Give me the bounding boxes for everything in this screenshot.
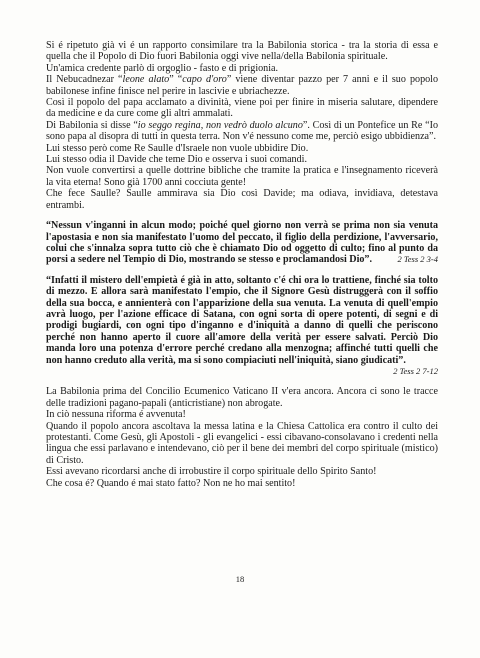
text-segment: ” viene diventar pazzo per 7 anni e il suo popolo babilonese infine finisce nel perire in lascivie e ubriachezze. — [46, 74, 439, 97]
quote-reference: 2 Tess 2 3-4 — [397, 254, 438, 265]
quote-text: “Nessun v'inganni in alcun modo; poiché quel giorno non verrà se prima non sia venuta l'apostasia e non sia manifestato l'uomo del peccato, il figlio della perdizione, l'avversario, colui che s'innalza sopra tutto ciò che è chiamato Dio od oggetto di culto; fino al punto da porsi a sedere nel Tempio di Dio, mostrando se stesso e proclamandosi Dio”. — [46, 220, 438, 266]
paragraph-nessuna-riforma: In ciò nessuna riforma é avvenuta! — [46, 409, 186, 421]
paragraph-popolo-del-papa: Così il popolo del papa acclamato a divinità, viene poi per finire in miseria salutare, dipendere da medicine e da cure come gli altri ammalati. — [46, 97, 438, 120]
paragraph-non-vuole-convertirsi: Non vuole convertirsi a quelle dottrine bibliche che tramite la pratica e l'insegnamento riceverà la vita eterna! Sono già 1700 anni cocciuta gente! — [46, 165, 438, 188]
paragraph-irrobustire: Essi avevano ricordarsi anche di irrobustire il corpo spirituale dello Spirito Santo! — [46, 466, 377, 478]
paragraph-concilio-vaticano: La Babilonia prima del Concilio Ecumenico Vaticano II v'era ancora. Ancora ci sono le tracce delle tradizioni pagano-papali (anticristiane) non abrogate. — [46, 386, 438, 409]
paragraph-messa-latina: Quando il popolo ancora ascoltava la messa latina e la Chiesa Cattolica era contro il culto dei protestanti. Come Gesù, gli Apostoli - gli evangelici - essi cibavano-consolavano i credenti nella lingua che essi parlavano e intendevano, ciò per il bene dei membri del corpo spirituale (mistico) di Cristo. — [46, 420, 438, 466]
scripture-quote-2-tess-7-12 — [46, 275, 438, 378]
paragraph-amica-credente: Un'amica credente parlò di orgoglio - fasto e di prigionia. — [46, 62, 279, 74]
paragraph-nebucadnezar — [46, 74, 438, 97]
page-content — [46, 40, 438, 489]
text-segment: Di Babilonia si disse “ — [46, 119, 138, 131]
spacer — [46, 211, 438, 220]
paragraph-odia-davide: Lui stesso odia il Davide che teme Dio e osserva i suoi comandi. — [46, 154, 307, 166]
italic-capo-doro: capo d'oro — [182, 74, 227, 86]
quote-text: “Infatti il mistero dell'empietà é già in atto, soltanto c'é chi ora lo trattiene, finché sia tolto di mezzo. E allora sarà manifestato l'empio, che il Signore Gesù distruggerà con il soffio della sua bocca, e annienterà con l'apparizione della sua venuta. La venuta di quell'empio avrà luogo, per l'azione efficace di Satana, con ogni sorta di opere potenti, di segni e di prodigi bugiardi, con ogni tipo d'inganno e d'iniquità a danno di quelli che periscono perché non hanno aperto il cuore all'amore della verità per essere salvati. Perciò Dio manda loro una potenza d'errore perché credano alla menzogna; affinché tutti quelli che non hanno creduto alla verità, ma si sono compiaciuti nell'iniquità, siano giudicati”. — [46, 274, 438, 366]
page-number: 18 — [235, 574, 245, 584]
italic-leone-alato: leone alato — [122, 74, 170, 86]
spacer — [46, 377, 438, 386]
paragraph-che-fece-saulle: Che fece Saulle? Saulle ammirava sia Dio così Davide; ma odiava, invidiava, detestava entrambi. — [46, 188, 438, 211]
text-segment: ”. Così di un Pontefice un Re “Io sono papa al disopra di tutti in questa terra. Non v'é nessuno come me, perciò esigo ubbidienza”. — [46, 119, 438, 143]
text-segment: Il Nebucadnezar “ — [46, 74, 123, 86]
text-segment: ” “ — [169, 74, 183, 86]
paragraph-che-cosa-e: Che cosa é? Quando é mai stato fatto? Non ne ho mai sentito! — [46, 477, 296, 489]
scripture-quote-2-tess-3-4 — [46, 220, 438, 266]
paragraph-babilonia-regina — [46, 120, 438, 143]
paragraph-babilonia-storica: Si é ripetuto già vi é un rapporto consimilare tra la Babilonia storica - tra la storia di essa e quella che il Popolo di Dio fuori Babilonia oggi vive nella/della Babilonia spirituale. — [46, 40, 438, 63]
paragraph-saulle-ubbidire: Lui stesso però come Re Saulle d'Israele non vuole ubbidire Dio. — [46, 142, 309, 154]
quote-reference: 2 Tess 2 7-12 — [393, 365, 438, 376]
italic-io-seggo-regina: io seggo regina, non vedrò duolo alcuno — [137, 119, 303, 131]
spacer — [46, 266, 438, 275]
